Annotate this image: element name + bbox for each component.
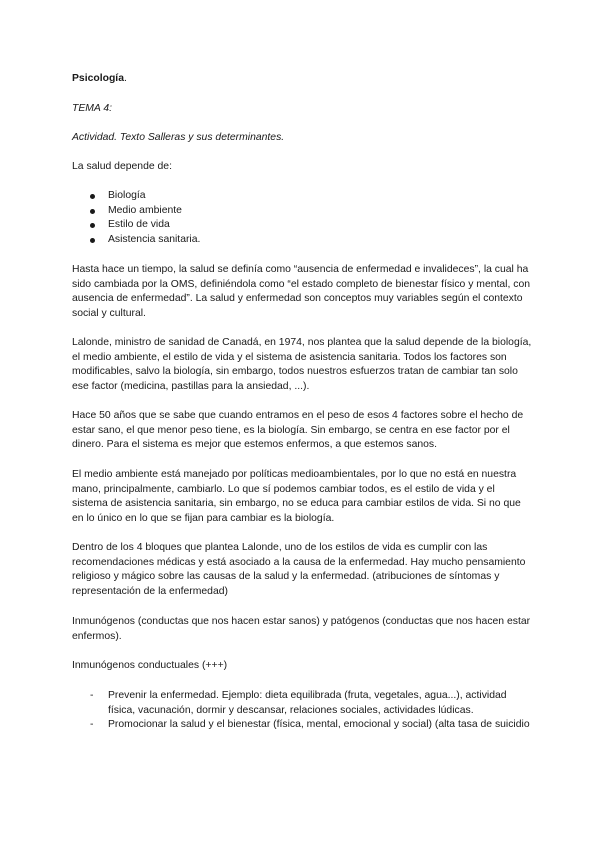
inmunogenos-list xyxy=(72,689,532,733)
actividad-heading: Actividad. Texto Salleras y sus determinantes. xyxy=(72,132,285,143)
paragraph-6: Inmunógenos (conductas que nos hacen estar sanos) y patógenos (conductas que nos hacen estar enfermos). xyxy=(72,616,531,642)
dash-marker: - xyxy=(90,719,94,731)
subject-title xyxy=(72,72,532,87)
list-item: Medio ambiente xyxy=(72,204,200,219)
paragraph-2: Lalonde, ministro de sanidad de Canadá, en 1974, nos plantea que la salud depende de la biología, el medio ambiente, el estilo de vida y el sistema de asistencia sanitaria. Todos los factores son modificables, salvo la biología, sin embargo, todos nuestros esfuerzos tratan de cambiar tan solo ese factor (medicina, pastillas para la ansiedad, ...). xyxy=(72,337,532,392)
paragraph-4: El medio ambiente está manejado por políticas medioambientales, por lo que no está en nuestra mano, principalmente, cambiarlo. Lo que sí podemos cambiar todos, es el estilo de vida y el sistema de asistencia sanitaria, sin embargo, no se educa para cambiar estilos de vida. Si no que en lo único en lo que se fijan para cambiar es la biología. xyxy=(72,469,521,524)
dash-marker: - xyxy=(90,690,94,701)
paragraph-3: Hace 50 años que se sabe que cuando entramos en el peso de esos 4 factores sobre el hecho de estar sano, el que menor peso tiene, es la biología. Sin embargo, se centra en ese factor por el dinero. Para el sistema es mejor que estemos enfermos, a que estemos sanos. xyxy=(72,410,524,451)
paragraph-1: Hasta hace un tiempo, la salud se definía como “ausencia de enfermedad e invalideces”, la cual ha sido cambiada por la OMS, definiéndola como “el estado completo de bienestar físico y mental, con ausencia de enfermedad”. La salud y enfermedad son conceptos muy variables según el contexto social y cultural. xyxy=(72,264,531,319)
subject-name: Psicología xyxy=(72,73,124,84)
list-item: Biología xyxy=(72,189,200,204)
paragraph-7: Inmunógenos conductuales (+++) xyxy=(72,660,228,671)
list-item-text: Promocionar la salud y el bienestar (física, mental, emocional y social) (alta tasa de suicidio xyxy=(108,719,530,731)
list-item xyxy=(72,718,532,733)
paragraph-5: Dentro de los 4 bloques que plantea Lalonde, uno de los estilos de vida es cumplir con las recomendaciones médicas y está asociado a la causa de la enfermedad. Hay mucho pensamiento religioso y mágico sobre las causas de la salud y la enfermedad. (atribuciones de síntomas y representación de la enfermedad) xyxy=(72,542,526,597)
list-item: Asistencia sanitaria. xyxy=(72,233,200,248)
list-item: Estilo de vida xyxy=(72,218,200,233)
subject-suffix: . xyxy=(123,73,127,84)
tema-heading: TEMA 4: xyxy=(72,103,113,114)
list-item xyxy=(72,689,532,718)
intro-text: La salud depende de: xyxy=(72,161,172,172)
list-item-text: Prevenir la enfermedad. Ejemplo: dieta equilibrada (fruta, vegetales, agua...), actividad física, vacunación, dormir y descansar, relaciones sociales, actividades lúdicas. xyxy=(108,690,507,716)
determinants-list xyxy=(72,189,200,247)
